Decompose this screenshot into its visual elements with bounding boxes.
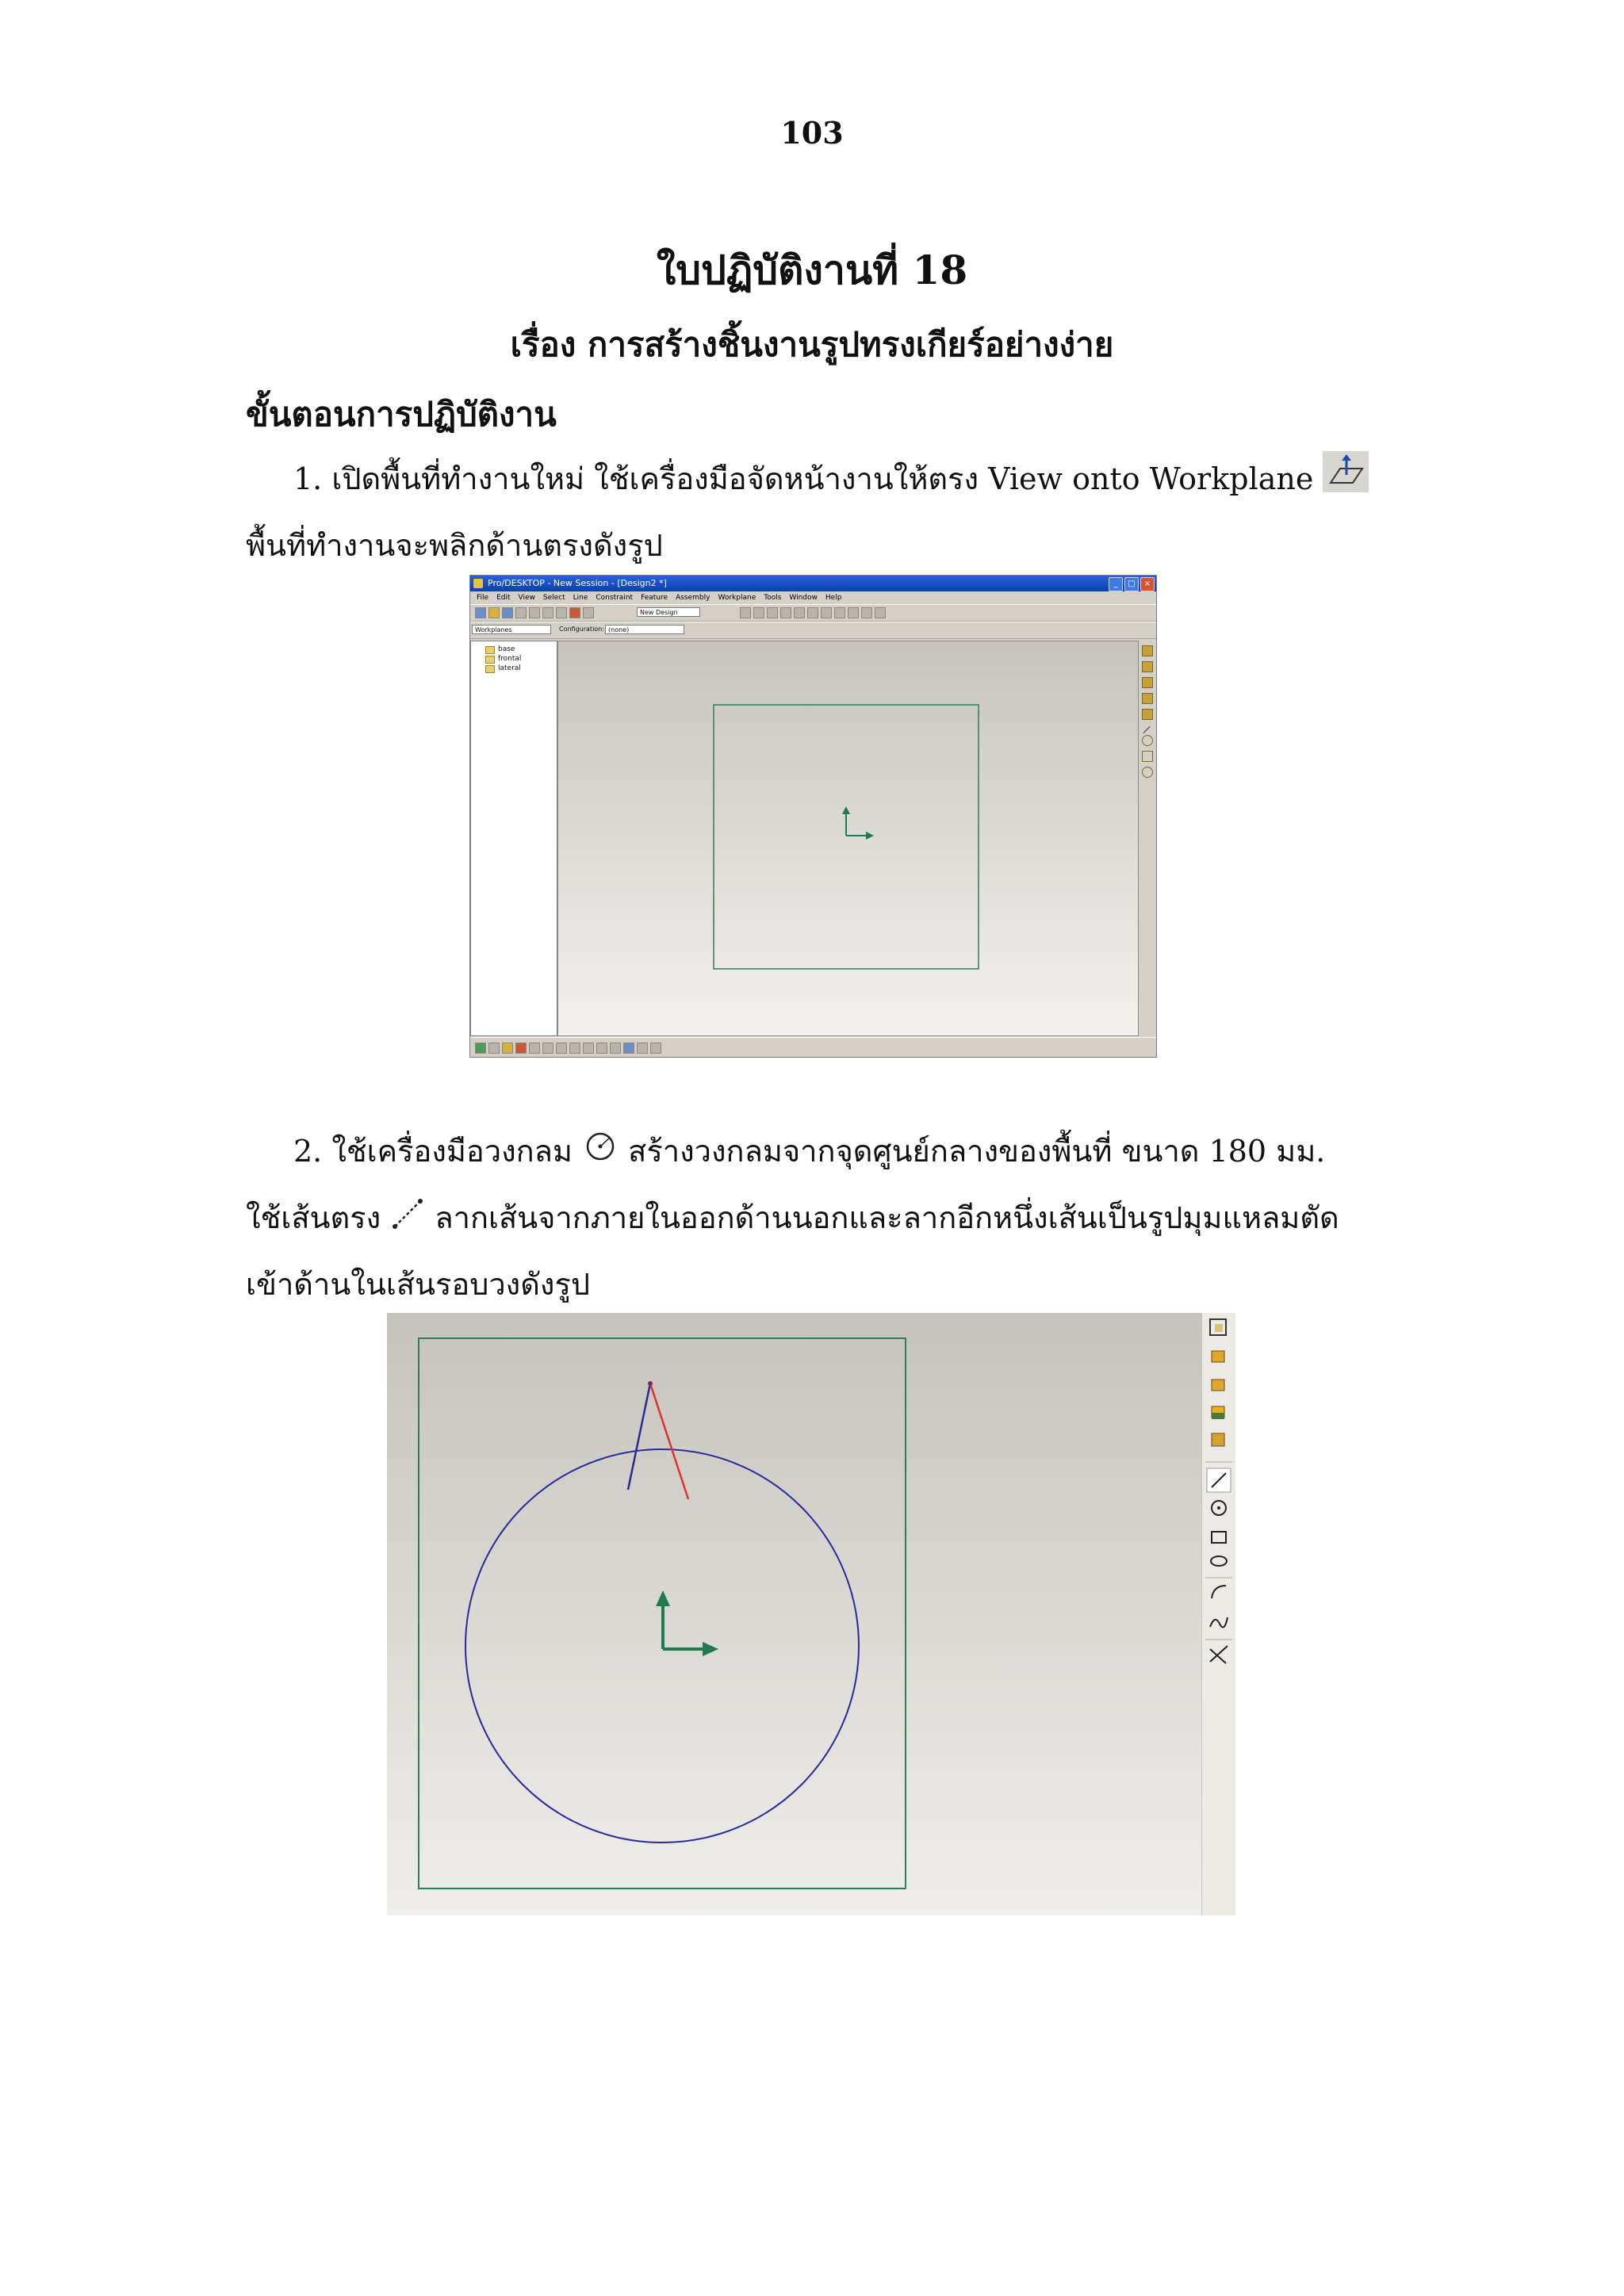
workplanes-select[interactable]: Workplanes (472, 625, 551, 634)
menu-view[interactable]: View (518, 594, 535, 602)
menu-constraint[interactable]: Constraint (596, 594, 634, 602)
menu-select[interactable]: Select (542, 594, 565, 602)
cut-icon[interactable] (529, 607, 540, 618)
workplane-tree (470, 641, 557, 1036)
line-tool-icon (390, 1188, 425, 1254)
print-icon[interactable] (515, 607, 527, 618)
procedure-heading: ขั้นตอนการปฏิบัติงาน (246, 395, 557, 434)
help-icon[interactable] (740, 607, 751, 618)
menu-feature[interactable]: Feature (641, 594, 668, 602)
arc-icon[interactable] (780, 607, 791, 618)
maximize-button[interactable]: □ (1124, 577, 1139, 591)
menu-tools[interactable]: Tools (764, 594, 782, 602)
line-endpoint (648, 1381, 653, 1386)
menu-assembly[interactable]: Assembly (676, 594, 710, 602)
zoom-out-icon[interactable] (556, 1043, 567, 1054)
new-icon[interactable] (475, 607, 486, 618)
app-icon (473, 579, 483, 588)
fillet-icon[interactable] (834, 607, 845, 618)
config-toolbar (470, 622, 1156, 639)
query-icon[interactable] (767, 607, 778, 618)
step-2-text-c: ใช้เส้นตรง (246, 1200, 381, 1235)
menu-bar (470, 591, 1156, 604)
zoom-fit-icon[interactable] (529, 1043, 540, 1054)
configuration-select[interactable]: (none) (605, 625, 684, 634)
main-toolbar (470, 604, 1156, 622)
view-front-icon (1212, 1351, 1224, 1362)
bottom-toolbar (470, 1037, 1156, 1057)
arc-tool-icon (1212, 1586, 1226, 1598)
view-side-icon (1212, 1406, 1224, 1419)
page-number: 103 (780, 115, 844, 151)
step-2-text-d: ลากเส้นจากภายในออกด้านนอกและลากอีกหนึ่งเส้นเป็นรูปมุมแหลมตัด (435, 1200, 1339, 1235)
sketch-line-red (650, 1383, 688, 1499)
new-design-field[interactable]: New Design (637, 607, 700, 617)
circle-tool-icon[interactable] (1142, 735, 1153, 746)
step-1-line-1 (293, 446, 1369, 515)
menu-workplane[interactable]: Workplane (718, 594, 756, 602)
view-top-icon[interactable] (1142, 677, 1153, 688)
rectangle-tool-icon[interactable] (1142, 751, 1153, 762)
undo-icon[interactable] (583, 607, 594, 618)
workplane-icon (1210, 1319, 1226, 1335)
design-viewport[interactable] (557, 641, 1139, 1036)
render-icon[interactable] (623, 1043, 634, 1054)
pin-icon[interactable] (753, 607, 764, 618)
previous-view-icon[interactable] (596, 1043, 607, 1054)
menu-help[interactable]: Help (825, 594, 842, 602)
view-side-icon[interactable] (1142, 693, 1153, 704)
rectangle-tool-icon (1212, 1532, 1226, 1543)
sketch-toolbar (1140, 641, 1155, 1036)
window-titlebar (470, 576, 1156, 591)
step-1-line-2: พื้นที่ทำงานจะพลิกด้านตรงดังรูป (246, 528, 663, 563)
menu-edit[interactable]: Edit (496, 594, 511, 602)
axis-icon (656, 1590, 718, 1656)
view-top-icon (1212, 1380, 1224, 1391)
menu-line[interactable]: Line (573, 594, 588, 602)
configuration-label: Configuration: (559, 626, 604, 633)
spline-tool-icon (1210, 1617, 1228, 1628)
circle-tool-icon (1212, 1501, 1226, 1515)
step-2-text-b: สร้างวงกลมจากจุดศูนย์กลางของพื้นที่ ขนาด 180 มม. (628, 1134, 1326, 1169)
paste-icon[interactable] (556, 607, 567, 618)
copy-icon[interactable] (542, 607, 553, 618)
delete-icon[interactable] (569, 607, 580, 618)
solid-icon[interactable] (515, 1043, 527, 1054)
tree-item-lateral[interactable]: lateral (485, 664, 521, 673)
step-2-text-a: 2. ใช้เครื่องมือวงกลม (293, 1134, 573, 1169)
view-iso-icon[interactable] (1142, 709, 1153, 720)
line-tool-icon[interactable] (1143, 726, 1150, 733)
pattern-icon[interactable] (861, 607, 872, 618)
step-1-text: 1. เปิดพื้นที่ทำงานใหม่ ใช้เครื่องมือจัดหน้างานให้ตรง View onto Workplane (293, 461, 1314, 496)
step-2-line-2 (246, 1184, 1339, 1254)
tree-item-frontal[interactable]: frontal (485, 654, 521, 664)
screenshot-circle-sketch (387, 1313, 1235, 1915)
pan-icon[interactable] (569, 1043, 580, 1054)
trim-icon[interactable] (807, 607, 818, 618)
offset-icon[interactable] (848, 607, 859, 618)
menu-file[interactable]: File (477, 594, 489, 602)
view-iso-icon (1212, 1433, 1224, 1446)
minimize-button[interactable]: _ (1109, 577, 1123, 591)
ellipse-tool-icon (1211, 1556, 1227, 1566)
rotate-icon[interactable] (583, 1043, 594, 1054)
shade-icon[interactable] (475, 1043, 486, 1054)
sketch-icon[interactable] (794, 607, 805, 618)
close-button[interactable]: × (1140, 577, 1155, 591)
ellipse-tool-icon[interactable] (1142, 767, 1153, 778)
workplane-boundary (714, 705, 979, 969)
mirror-icon[interactable] (821, 607, 832, 618)
window-title: Pro/DESKTOP - New Session - [Design2 *] (488, 578, 667, 588)
step-2-line-3: เข้าด้านในเส้นรอบวงดังรูป (246, 1267, 590, 1302)
save-icon[interactable] (502, 607, 513, 618)
view-onto-workplane-icon (1323, 449, 1369, 515)
sheet-title: ใบปฏิบัติงานที่ 18 (656, 247, 968, 293)
subject-title: เรื่อง การสร้างชิ้นงานรูปทรงเกียร์อย่างง่าย (510, 325, 1114, 364)
line-tool-icon (1207, 1468, 1231, 1492)
sketch-viewport[interactable] (387, 1313, 1202, 1915)
circle-tool-icon (582, 1121, 619, 1188)
sketch-line-blue (628, 1383, 650, 1490)
sketch-toolbar-panel (1201, 1313, 1235, 1915)
open-icon[interactable] (488, 607, 500, 618)
view-front-icon[interactable] (1142, 661, 1153, 672)
light-icon[interactable] (650, 1043, 661, 1054)
measure-icon[interactable] (875, 607, 886, 618)
tree-item-base[interactable]: base (485, 645, 515, 654)
trim-tool-icon (1210, 1646, 1228, 1663)
step-2-line-1 (293, 1118, 1325, 1188)
screenshot-workplane-view (469, 575, 1157, 1058)
workplane-icon[interactable] (1142, 645, 1153, 656)
wireframe-icon[interactable] (488, 1043, 500, 1054)
axis-icon (842, 806, 874, 840)
menu-window[interactable]: Window (789, 594, 818, 602)
material-icon[interactable] (637, 1043, 648, 1054)
next-view-icon[interactable] (610, 1043, 621, 1054)
box-icon[interactable] (502, 1043, 513, 1054)
zoom-in-icon[interactable] (542, 1043, 553, 1054)
